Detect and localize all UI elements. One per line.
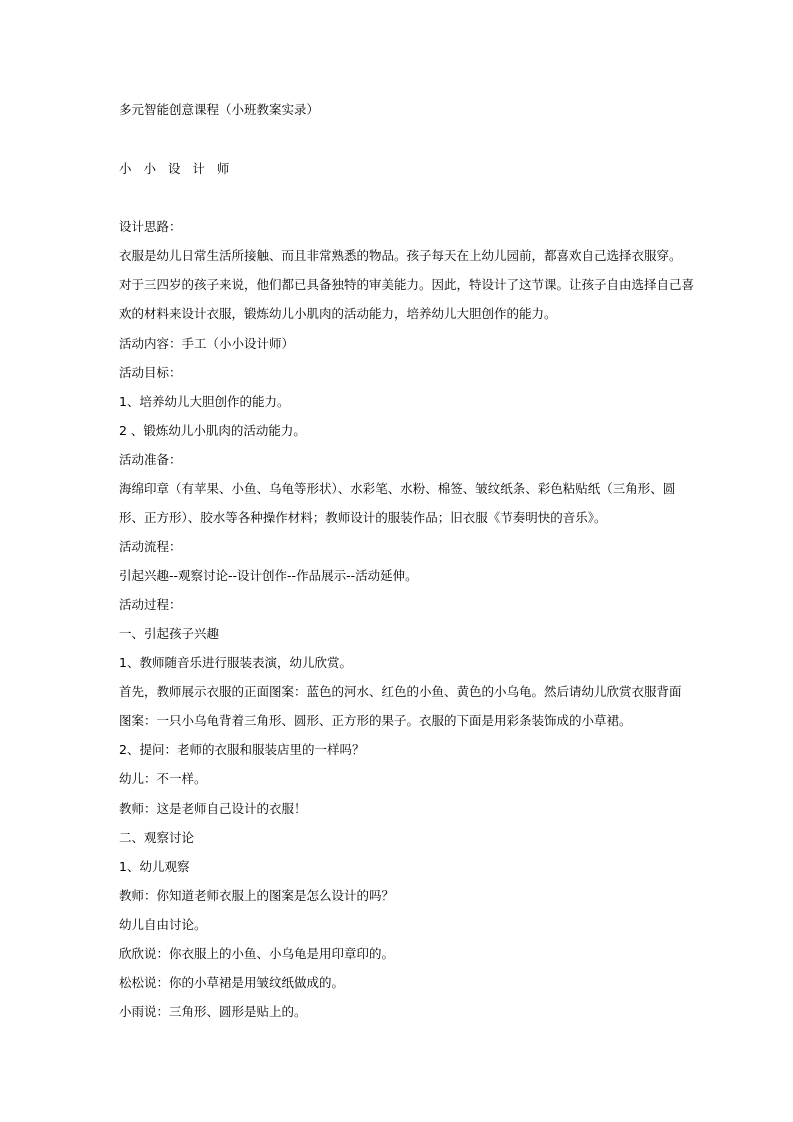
body-line: 2 、锻炼幼儿小肌肉的活动能力。 xyxy=(119,423,306,438)
document-title: 多元智能创意课程（小班教案实录） xyxy=(119,102,320,117)
body-line: 对于三四岁的孩子来说，他们都已具备独特的审美能力。因此，特设计了这节课。让孩子自由选择自己喜 xyxy=(119,277,695,292)
body-line: 设计思路： xyxy=(119,219,182,234)
body-line: 二、观察讨论 xyxy=(119,830,195,845)
body-line: 幼儿：不一样。 xyxy=(119,771,207,786)
body-line: 幼儿自由讨论。 xyxy=(119,917,207,932)
body-line: 活动过程： xyxy=(119,597,182,612)
body-line: 1、培养幼儿大胆创作的能力。 xyxy=(119,394,290,409)
body-line: 一、引起孩子兴趣 xyxy=(119,626,220,641)
body-line: 2、提问：老师的衣服和服装店里的一样吗？ xyxy=(119,742,365,757)
body-line: 1、幼儿观察 xyxy=(119,859,190,874)
body-line: 首先，教师展示衣服的正面图案：蓝色的河水、红色的小鱼、黄色的小乌龟。然后请幼儿欣赏衣服背面 xyxy=(119,684,682,699)
body-line: 教师：你知道老师衣服上的图案是怎么设计的吗？ xyxy=(119,888,395,903)
body-line: 活动目标： xyxy=(119,365,182,380)
body-line: 1、教师随音乐进行服装表演，幼儿欣赏。 xyxy=(119,655,352,670)
body-line: 海绵印章（有苹果、小鱼、乌龟等形状）、水彩笔、水粉、棉签、皱纹纸条、彩色粘贴纸（三角形、圆 xyxy=(119,481,676,496)
body-line: 活动内容：手工（小小设计师） xyxy=(119,336,295,351)
body-line: 松松说：你的小草裙是用皱纹纸做成的。 xyxy=(119,975,345,990)
body-line: 欢的材料来设计衣服，锻炼幼儿小肌肉的活动能力，培养幼儿大胆创作的能力。 xyxy=(119,306,557,321)
body-line: 衣服是幼儿日常生活所接触、而且非常熟悉的物品。孩子每天在上幼儿园前，都喜欢自己选择衣服穿。 xyxy=(119,248,682,263)
body-line: 小雨说：三角形、圆形是贴上的。 xyxy=(119,1004,307,1019)
body-line: 图案：一只小乌龟背着三角形、圆形、正方形的果子。衣服的下面是用彩条装饰成的小草裙。 xyxy=(119,713,632,728)
body-line: 教师：这是老师自己设计的衣服！ xyxy=(119,801,307,816)
body-line: 欣欣说：你衣服上的小鱼、小乌龟是用印章印的。 xyxy=(119,946,395,961)
lesson-title: 小 小 设 计 师 xyxy=(119,161,234,176)
body-line: 活动准备： xyxy=(119,452,182,467)
body-line: 活动流程： xyxy=(119,539,182,554)
body-line: 引起兴趣--观察讨论--设计创作--作品展示--活动延伸。 xyxy=(119,568,418,583)
body-line: 形、正方形）、胶水等各种操作材料；教师设计的服装作品；旧衣服《节奏明快的音乐》。 xyxy=(119,510,607,525)
